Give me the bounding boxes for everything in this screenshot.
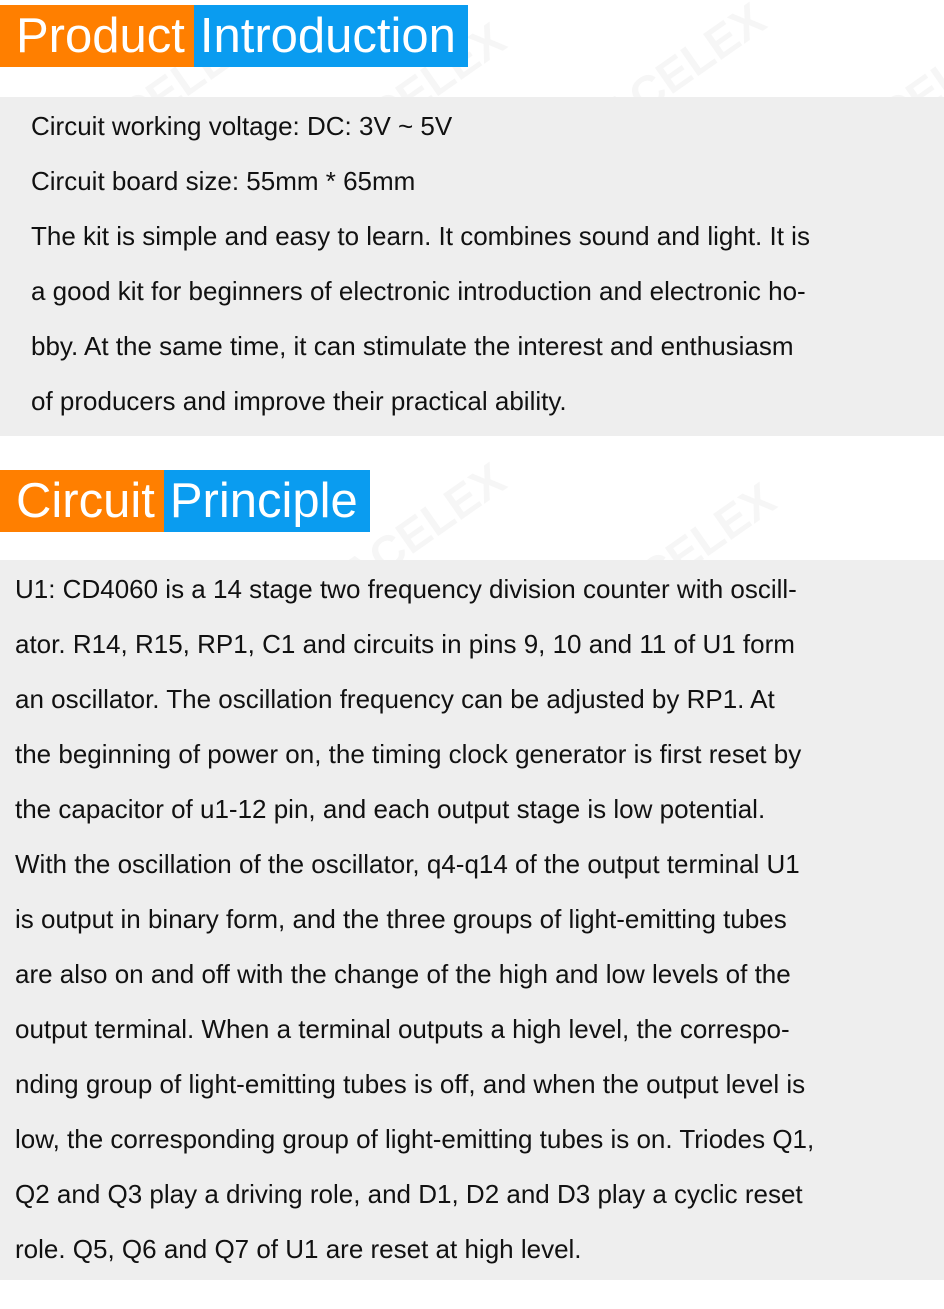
principle-line: the beginning of power on, the timing clock generator is first reset by: [15, 739, 802, 769]
principle-line: are also on and off with the change of the high and low levels of the: [15, 959, 791, 989]
intro-panel: [0, 97, 944, 436]
intro-heading-blue: Introduction: [194, 5, 468, 67]
principle-line: low, the corresponding group of light-emitting tubes is on. Triodes Q1,: [15, 1124, 815, 1154]
principle-panel: [0, 560, 944, 1280]
principle-line: Q2 and Q3 play a driving role, and D1, D2 and D3 play a cyclic reset: [15, 1179, 803, 1209]
intro-line: The kit is simple and easy to learn. It combines sound and light. It is: [31, 221, 810, 251]
intro-line: bby. At the same time, it can stimulate the interest and enthusiasm: [31, 331, 794, 361]
intro-heading-orange: Product: [0, 5, 194, 67]
principle-line: the capacitor of u1-12 pin, and each output stage is low potential.: [15, 794, 766, 824]
principle-text: [15, 562, 814, 1277]
principle-line: ator. R14, R15, RP1, C1 and circuits in pins 9, 10 and 11 of U1 form: [15, 629, 795, 659]
intro-line: of producers and improve their practical ability.: [31, 386, 567, 416]
principle-heading: [0, 470, 370, 532]
principle-line: is output in binary form, and the three groups of light-emitting tubes: [15, 904, 787, 934]
principle-heading-blue: Principle: [164, 470, 370, 532]
principle-line: U1: CD4060 is a 14 stage two frequency division counter with oscill-: [15, 574, 797, 604]
principle-line: role. Q5, Q6 and Q7 of U1 are reset at high level.: [15, 1234, 582, 1264]
principle-line: an oscillator. The oscillation frequency can be adjusted by RP1. At: [15, 684, 775, 714]
intro-line: Circuit working voltage: DC: 3V ~ 5V: [31, 111, 453, 141]
intro-line: Circuit board size: 55mm * 65mm: [31, 166, 416, 196]
principle-line: With the oscillation of the oscillator, q4-q14 of the output terminal U1: [15, 849, 800, 879]
principle-heading-orange: Circuit: [0, 470, 164, 532]
principle-line: nding group of light-emitting tubes is off, and when the output level is: [15, 1069, 806, 1099]
principle-line: output terminal. When a terminal outputs a high level, the correspo-: [15, 1014, 790, 1044]
intro-text: [31, 99, 810, 429]
intro-heading: [0, 5, 468, 67]
intro-line: a good kit for beginners of electronic introduction and electronic ho-: [31, 276, 806, 306]
